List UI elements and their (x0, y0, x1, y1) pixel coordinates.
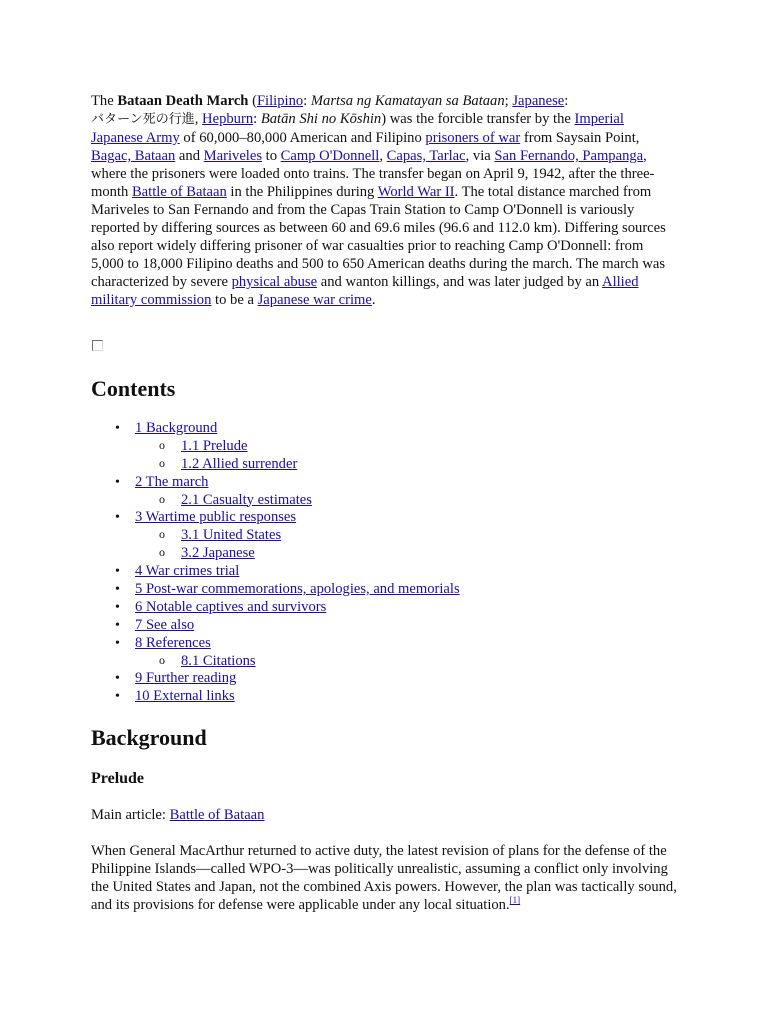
background-paragraph (91, 842, 677, 914)
main-article-note (91, 806, 671, 824)
toc-link-prelude[interactable]: 1.1 Prelude (181, 437, 248, 454)
link-capas-tarlac[interactable]: Capas, Tarlac (386, 148, 466, 164)
romaji-name: Batān Shi no Kōshin (260, 111, 382, 127)
article-title-bold: Bataan Death March (117, 93, 249, 109)
toc-item (0, 509, 768, 527)
intro-text: : (564, 93, 569, 109)
toc-item (0, 670, 768, 688)
contents-heading: Contents (91, 376, 176, 401)
toc-link-external-links[interactable]: 10 External links (135, 688, 235, 705)
toc-link-casualty-estimates[interactable]: 2.1 Casualty estimates (181, 491, 312, 508)
intro-text: : (303, 93, 311, 109)
intro-text: to be a (211, 292, 258, 308)
sub-bullet-icon: o (159, 455, 165, 470)
table-of-contents (0, 420, 768, 706)
broken-image-icon (92, 340, 103, 351)
sub-bullet-icon: o (159, 545, 165, 560)
toc-link-wartime-public-responses[interactable]: 3 Wartime public responses (135, 509, 297, 526)
toc-item (0, 599, 768, 617)
toc-link-further-reading[interactable]: 9 Further reading (135, 670, 237, 687)
intro-text: ( (248, 93, 257, 109)
bullet-icon: • (115, 421, 120, 436)
link-mariveles[interactable]: Mariveles (203, 148, 263, 164)
link-bagac-bataan[interactable]: Bagac, Bataan (91, 148, 176, 164)
intro-text: , where the prisoners were loaded onto trains. The transfer began on April 9, 1942, after the three-month (91, 148, 655, 200)
toc-link-citations[interactable]: 8.1 Citations (181, 652, 256, 669)
intro-text: ; (504, 93, 513, 109)
intro-text: and wanton killings, and was later judged by an (317, 274, 603, 290)
link-hepburn[interactable]: Hepburn (202, 111, 254, 127)
link-filipino[interactable]: Filipino (256, 93, 304, 109)
toc-item (0, 545, 768, 563)
toc-link-war-crimes-trial[interactable]: 4 War crimes trial (135, 563, 240, 580)
toc-link-background[interactable]: 1 Background (135, 420, 218, 436)
link-japanese-war-crime[interactable]: Japanese war crime (257, 292, 372, 308)
link-allied[interactable]: Allied (602, 274, 639, 290)
link-camp-odonnell[interactable]: Camp O'Donnell (280, 148, 380, 164)
toc-link-notable-captives[interactable]: 6 Notable captives and survivors (135, 598, 327, 615)
background-paragraph-text: When General MacArthur returned to active duty, the latest revision of plans for the defense of the Philippine Islands—called WPO-3—was politically unrealistic, assuming a conflict only involving the United States and Japan, not the combined Axis powers. However, the plan was tactically sound, and its provisions for defense were applicable under any local situation. (91, 843, 677, 913)
toc-link-the-march[interactable]: 2 The march (135, 473, 209, 490)
sub-bullet-icon: o (159, 527, 165, 542)
sub-bullet-icon: o (159, 652, 165, 667)
sub-bullet-icon: o (159, 437, 165, 452)
toc-item (0, 438, 768, 456)
toc-link-allied-surrender[interactable]: 1.2 Allied surrender (181, 455, 298, 472)
link-japanese[interactable]: Japanese (512, 93, 565, 109)
intro-text: to (262, 148, 281, 164)
intro-text: : (253, 111, 261, 127)
link-battle-of-bataan[interactable]: Battle of Bataan (131, 184, 227, 200)
bullet-icon: • (115, 689, 120, 705)
toc-item (0, 527, 768, 545)
main-article-prefix: Main article: (91, 807, 170, 823)
intro-text: , via (465, 148, 495, 164)
toc-item (0, 420, 768, 438)
toc-item (0, 617, 768, 635)
link-world-war-ii[interactable]: World War II (377, 184, 455, 200)
intro-text: . (371, 292, 376, 308)
toc-item (0, 474, 768, 492)
bullet-icon: • (115, 564, 120, 580)
toc-item (0, 456, 768, 474)
bullet-icon: • (115, 582, 120, 598)
bullet-icon: • (115, 671, 120, 687)
toc-link-japanese[interactable]: 3.2 Japanese (181, 545, 255, 562)
toc-item (0, 635, 768, 653)
background-heading: Background (91, 725, 207, 750)
toc-item (0, 563, 768, 581)
toc-item (0, 581, 768, 599)
intro-text: of 60,000–80,000 American and Filipino (179, 130, 426, 146)
prelude-heading: Prelude (91, 770, 145, 787)
link-imperial-japanese-army[interactable]: Imperial Japanese Army (91, 111, 624, 146)
toc-item (0, 653, 768, 671)
link-main-article-battle-of-bataan[interactable]: Battle of Bataan (169, 807, 265, 823)
intro-text: , (379, 148, 387, 164)
toc-item (0, 492, 768, 510)
intro-text: from Saysain Point, (520, 130, 640, 146)
filipino-name: Martsa ng Kamatayan sa Bataan (310, 93, 505, 109)
intro-text: and (175, 148, 204, 164)
intro-text: The (91, 93, 118, 109)
toc-link-united-states[interactable]: 3.1 United States (181, 527, 282, 544)
intro-text: . The total distance marched from Mariveles to San Fernando and from the Capas Train Station to Camp O'Donnell is variously reported by differing sources as between 60 and 69.6 miles (96.6 and 112.0 km). Differing sources also report widely differing prisoner of war casualties prior to reaching Camp O'Donnell: from 5,000 to 18,000 Filipino deaths and 500 to 650 American deaths during the march. The march was characterized by severe (91, 184, 666, 290)
bullet-icon: • (115, 635, 120, 651)
citation-link[interactable]: [1] (509, 895, 521, 905)
bullet-icon: • (115, 599, 120, 615)
bullet-icon: • (115, 474, 120, 490)
toc-link-see-also[interactable]: 7 See also (135, 616, 195, 633)
link-military-commission[interactable]: military commission (91, 292, 212, 308)
bullet-icon: • (115, 510, 120, 526)
link-san-fernando-pampanga[interactable]: San Fernando, Pampanga (494, 148, 644, 164)
sub-bullet-icon: o (159, 491, 165, 506)
intro-text: ) was the forcible transfer by the (381, 111, 575, 127)
intro-paragraph (91, 92, 679, 309)
toc-link-references[interactable]: 8 References (135, 634, 211, 651)
link-physical-abuse[interactable]: physical abuse (231, 274, 318, 290)
intro-text: in the Philippines during (226, 184, 378, 200)
japanese-name: バターン死の行進 (91, 112, 195, 127)
toc-item (0, 688, 768, 706)
link-prisoners-of-war[interactable]: prisoners of war (425, 130, 521, 146)
toc-link-post-war-commemorations[interactable]: 5 Post-war commemorations, apologies, and memorials (135, 581, 460, 598)
intro-text: , (194, 111, 203, 127)
bullet-icon: • (115, 617, 120, 633)
